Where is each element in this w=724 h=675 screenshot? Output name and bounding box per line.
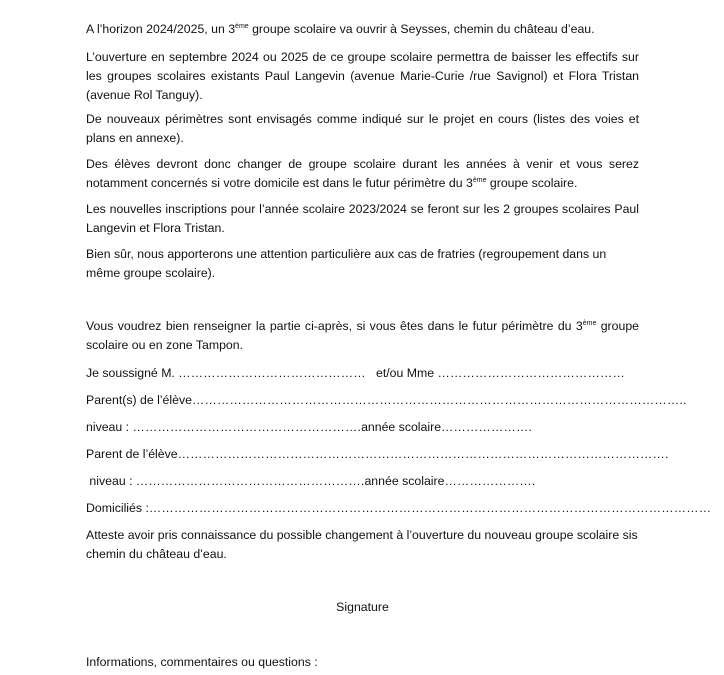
text: Vous voudrez bien renseigner la partie ci-après, si vous êtes dans le futur périmètre du 3: [86, 319, 583, 333]
label-madame: et/ou Mme: [365, 366, 438, 380]
superscript: ème: [472, 177, 487, 184]
comments-label: Informations, commentaires ou questions :: [86, 655, 318, 669]
paragraph-intro: [86, 20, 639, 39]
label-school-year: année scolaire: [364, 474, 445, 488]
paragraph-opening: L’ouverture en septembre 2024 ou 2025 de ce groupe scolaire permettra de baisser les effectifs sur les groupes scolaires existants Paul Langevin (avenue Marie-Curie /rue Savignol) et Flora Tristan (avenue Rol Tanguy).: [86, 50, 639, 102]
superscript: ème: [235, 23, 249, 30]
paragraph-enrollments: Les nouvelles inscriptions pour l’année scolaire 2023/2024 se feront sur les 2 groupes scolaires Paul Langevin et Flora Tristan.: [86, 202, 639, 235]
label-monsieur: Je soussigné M.: [86, 366, 179, 380]
label-level: niveau :: [86, 474, 136, 488]
paragraph-perimeters: De nouveaux périmètres sont envisagés comme indiqué sur le projet en cours (listes des voies et plans en annexe).: [86, 112, 639, 145]
form-line-level-2: [86, 472, 639, 491]
text: Des élèves devront donc changer de groupe scolaire durant les années à venir et vous serez notamment concernés si votre domicile est dans le futur périmètre du 3: [86, 157, 639, 190]
field-school-year[interactable]: ………………….: [444, 474, 536, 488]
paragraph-students-change: [86, 155, 639, 193]
form-line-parent-2: [86, 445, 669, 464]
paragraph-instructions: [86, 317, 639, 355]
field-school-year[interactable]: ………………….: [441, 420, 533, 434]
field-madame[interactable]: ………………………………………: [437, 366, 625, 380]
text: groupe scolaire.: [486, 176, 578, 190]
label-address: Domiciliés :: [86, 501, 149, 515]
text: groupe scolaire ou en zone Tampon.: [86, 319, 639, 352]
field-parents[interactable]: ………………………………………………………………………………………………………..: [191, 393, 687, 407]
paragraph-attestation: Atteste avoir pris connaissance du possible changement à l’ouverture du nouveau groupe scolaire sis chemin du château d’eau.: [86, 528, 638, 561]
field-address[interactable]: ………………………………………………………………………………………………………………………: [148, 501, 712, 515]
superscript: ème: [582, 320, 597, 327]
form-line-parents: [86, 391, 687, 410]
form-line-address: [86, 499, 712, 518]
field-level[interactable]: ……………………………………………….: [132, 420, 362, 434]
signature-label: Signature: [336, 600, 389, 614]
field-parent[interactable]: ……………………………………………………………………………………………………….: [177, 447, 669, 461]
text: groupe scolaire va ouvrir à Seysses, chemin du château d’eau.: [248, 22, 595, 36]
label-parent: Parent de l’élève: [86, 447, 178, 461]
form-line-undersigned: [86, 364, 639, 383]
text: A l’horizon 2024/2025, un 3: [86, 22, 236, 36]
field-level[interactable]: ……………………………………………….: [135, 474, 365, 488]
paragraph-siblings: Bien sûr, nous apporterons une attention particulière aux cas de fratries (regroupement dans un même groupe scolaire).: [86, 247, 607, 280]
label-parents: Parent(s) de l’élève: [86, 393, 192, 407]
label-school-year: année scolaire: [361, 420, 442, 434]
form-line-level-1: [86, 418, 639, 437]
field-monsieur[interactable]: ………………………………………: [178, 366, 366, 380]
label-level: niveau :: [86, 420, 133, 434]
